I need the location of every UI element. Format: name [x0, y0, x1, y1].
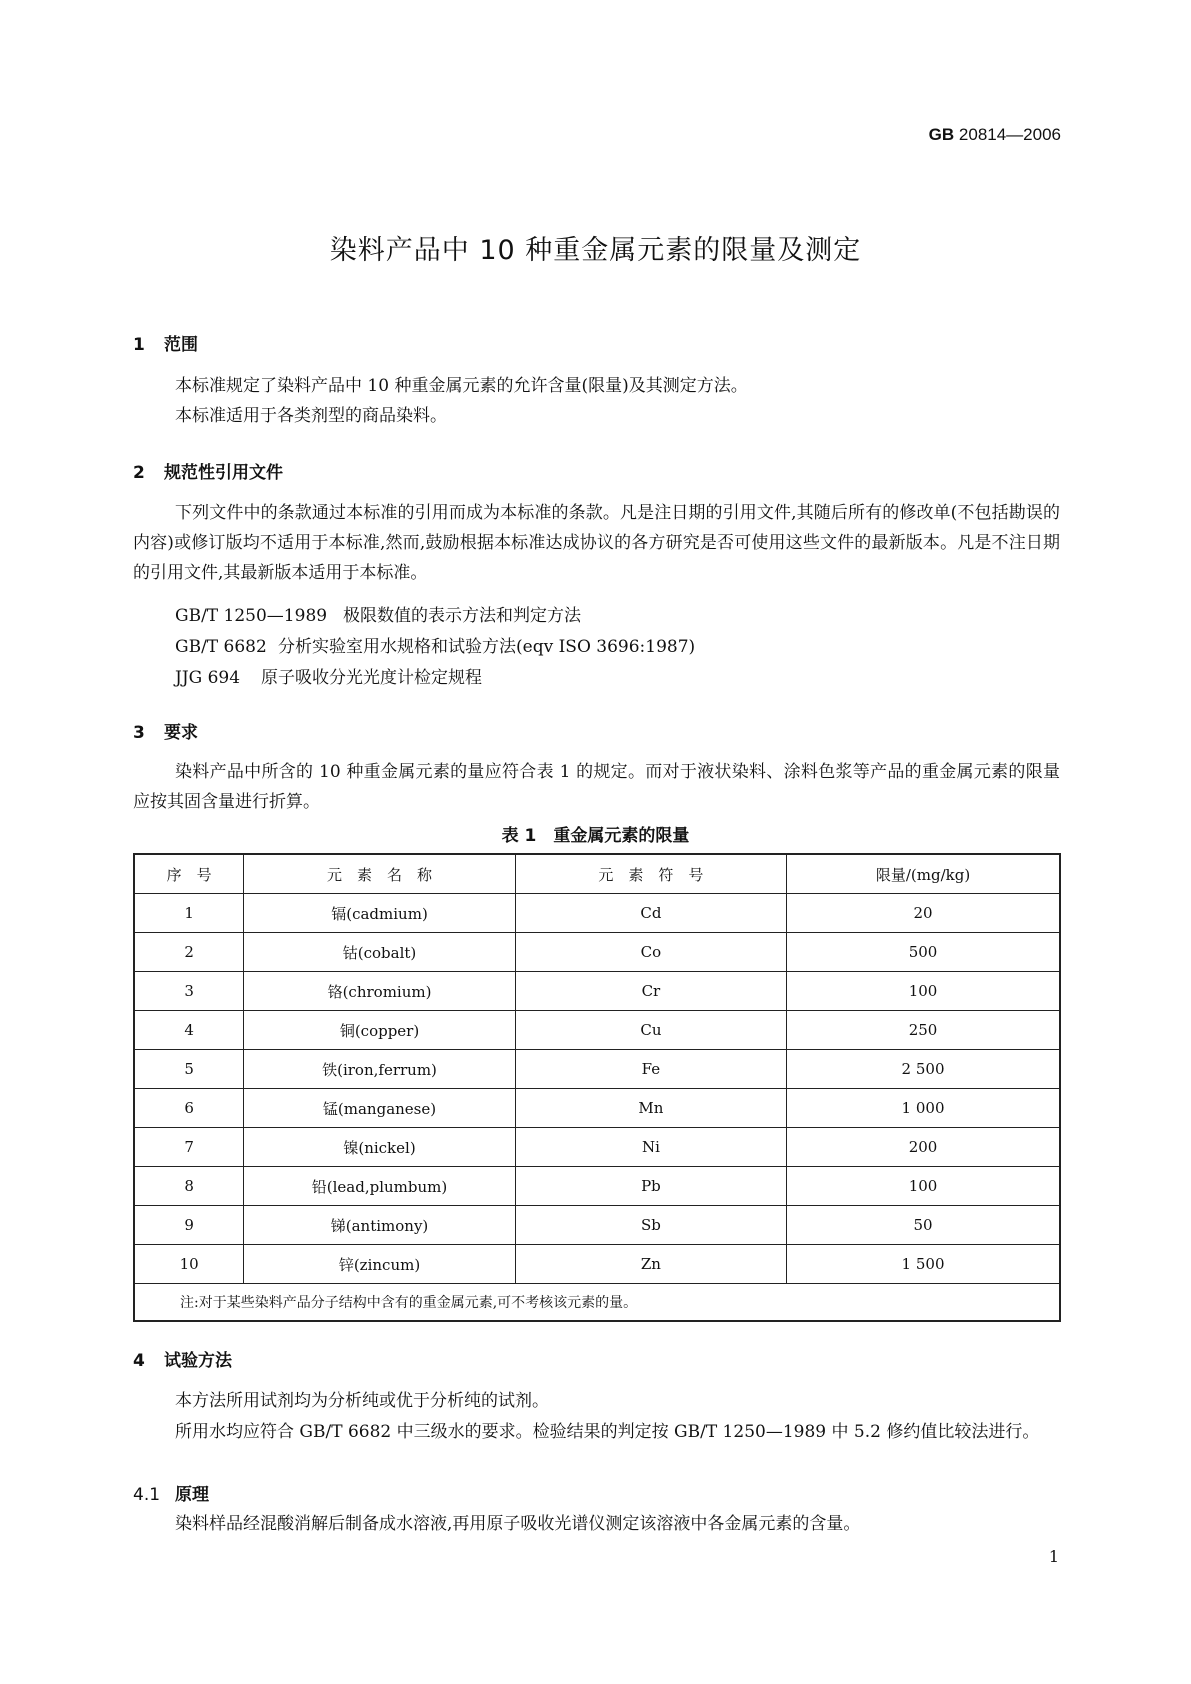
standard-prefix: GB — [928, 125, 955, 144]
reference-code: GB/T 6682 — [175, 637, 267, 657]
section-number: 2 — [133, 463, 145, 483]
cell-element-name: 铬(chromium) — [244, 972, 516, 1011]
cell-element-name: 铅(lead,plumbum) — [244, 1167, 516, 1206]
table-row — [134, 1089, 1060, 1128]
table-row — [134, 1167, 1060, 1206]
cell-element-symbol: Sb — [515, 1206, 786, 1245]
reference-title: 极限数值的表示方法和判定方法 — [343, 606, 581, 626]
cell-element-symbol: Cr — [515, 972, 786, 1011]
table-row — [134, 933, 1060, 972]
cell-limit: 500 — [787, 933, 1060, 972]
standard-code — [929, 125, 1061, 145]
cell-index: 10 — [134, 1245, 244, 1284]
table-row — [134, 1128, 1060, 1167]
column-header-index: 序 号 — [134, 854, 244, 894]
heavy-metal-limits-table — [133, 853, 1061, 1322]
cell-limit: 2 500 — [787, 1050, 1060, 1089]
cell-element-symbol: Co — [515, 933, 786, 972]
reference-code: JJG 694 — [175, 668, 241, 688]
table-caption: 表 1 重金属元素的限量 — [501, 826, 690, 846]
section-2-para-1: 下列文件中的条款通过本标准的引用而成为本标准的条款。凡是注日期的引用文件,其随后所有的修改单(不包括勘误的内容)或修订版均不适用于本标准,然而,鼓励根据本标准达成协议的各方研究是否可使用这些文件的最新版本。凡是不注日期的引用文件,其最新版本适用于本标准。 — [133, 503, 1060, 583]
cell-limit: 100 — [787, 972, 1060, 1011]
cell-element-symbol: Pb — [515, 1167, 786, 1206]
table-note: 注:对于某些染料产品分子结构中含有的重金属元素,可不考核该元素的量。 — [134, 1284, 1060, 1322]
section-4-para-1: 本方法所用试剂均为分析纯或优于分析纯的试剂。 — [175, 1391, 549, 1411]
cell-limit: 100 — [787, 1167, 1060, 1206]
column-header-element-symbol: 元 素 符 号 — [515, 854, 786, 894]
section-number: 3 — [133, 723, 145, 743]
cell-limit: 1 000 — [787, 1089, 1060, 1128]
section-4-para-2: 所用水均应符合 GB/T 6682 中三级水的要求。检验结果的判定按 GB/T 1250—1989 中 5.2 修约值比较法进行。 — [175, 1422, 1040, 1442]
section-3-heading — [133, 718, 198, 743]
subsection-4-1-heading — [133, 1480, 209, 1505]
table-row — [134, 894, 1060, 933]
section-2-heading — [133, 458, 283, 483]
section-number: 4 — [133, 1351, 145, 1371]
subsection-title: 原理 — [175, 1485, 209, 1505]
cell-element-name: 锰(manganese) — [244, 1089, 516, 1128]
document-title: 染料产品中 10 种重金属元素的限量及测定 — [329, 235, 862, 266]
section-3-para-1: 染料产品中所含的 10 种重金属元素的量应符合表 1 的规定。而对于液状染料、涂料色浆等产品的重金属元素的限量应按其固含量进行折算。 — [133, 762, 1060, 812]
cell-limit: 50 — [787, 1206, 1060, 1245]
table-header-row — [134, 854, 1060, 894]
cell-element-name: 镉(cadmium) — [244, 894, 516, 933]
cell-index: 7 — [134, 1128, 244, 1167]
cell-index: 4 — [134, 1011, 244, 1050]
table-row — [134, 1206, 1060, 1245]
cell-index: 9 — [134, 1206, 244, 1245]
table-row — [134, 1050, 1060, 1089]
section-1-para-2: 本标准适用于各类剂型的商品染料。 — [175, 406, 447, 426]
subsection-number: 4.1 — [133, 1485, 161, 1505]
cell-limit: 1 500 — [787, 1245, 1060, 1284]
cell-element-name: 锌(zincum) — [244, 1245, 516, 1284]
column-header-limit: 限量/(mg/kg) — [787, 854, 1060, 894]
cell-element-symbol: Cd — [515, 894, 786, 933]
reference-title: 分析实验室用水规格和试验方法(eqv ISO 3696:1987) — [278, 637, 696, 657]
section-4-heading — [133, 1346, 232, 1371]
cell-element-symbol: Mn — [515, 1089, 786, 1128]
table-row — [134, 972, 1060, 1011]
reference-code: GB/T 1250—1989 — [175, 606, 328, 626]
cell-element-symbol: Ni — [515, 1128, 786, 1167]
cell-limit: 20 — [787, 894, 1060, 933]
reference-item — [175, 663, 482, 688]
standard-number: 20814—2006 — [958, 125, 1061, 144]
cell-limit: 250 — [787, 1011, 1060, 1050]
table-row — [134, 1011, 1060, 1050]
cell-index: 5 — [134, 1050, 244, 1089]
section-1-para-1: 本标准规定了染料产品中 10 种重金属元素的允许含量(限量)及其测定方法。 — [175, 376, 748, 396]
section-number: 1 — [133, 335, 145, 355]
reference-item — [175, 632, 695, 657]
section-1-heading — [133, 330, 198, 355]
cell-element-name: 镍(nickel) — [244, 1128, 516, 1167]
reference-item — [175, 601, 581, 626]
section-title: 规范性引用文件 — [164, 463, 283, 483]
page-number: 1 — [1048, 1547, 1059, 1566]
cell-index: 8 — [134, 1167, 244, 1206]
cell-element-name: 铜(copper) — [244, 1011, 516, 1050]
cell-limit: 200 — [787, 1128, 1060, 1167]
table-note-row — [134, 1284, 1060, 1322]
cell-element-symbol: Cu — [515, 1011, 786, 1050]
reference-title: 原子吸收分光光度计检定规程 — [261, 668, 482, 688]
cell-index: 6 — [134, 1089, 244, 1128]
column-header-element-name: 元 素 名 称 — [244, 854, 516, 894]
cell-element-name: 铁(iron,ferrum) — [244, 1050, 516, 1089]
cell-element-name: 钴(cobalt) — [244, 933, 516, 972]
cell-index: 3 — [134, 972, 244, 1011]
cell-index: 2 — [134, 933, 244, 972]
section-title: 要求 — [164, 723, 198, 743]
cell-index: 1 — [134, 894, 244, 933]
cell-element-name: 锑(antimony) — [244, 1206, 516, 1245]
table-row — [134, 1245, 1060, 1284]
cell-element-symbol: Fe — [515, 1050, 786, 1089]
section-title: 范围 — [164, 335, 198, 355]
subsection-4-1-para-1: 染料样品经混酸消解后制备成水溶液,再用原子吸收光谱仪测定该溶液中各金属元素的含量。 — [175, 1514, 861, 1534]
cell-element-symbol: Zn — [515, 1245, 786, 1284]
section-title: 试验方法 — [164, 1351, 232, 1371]
